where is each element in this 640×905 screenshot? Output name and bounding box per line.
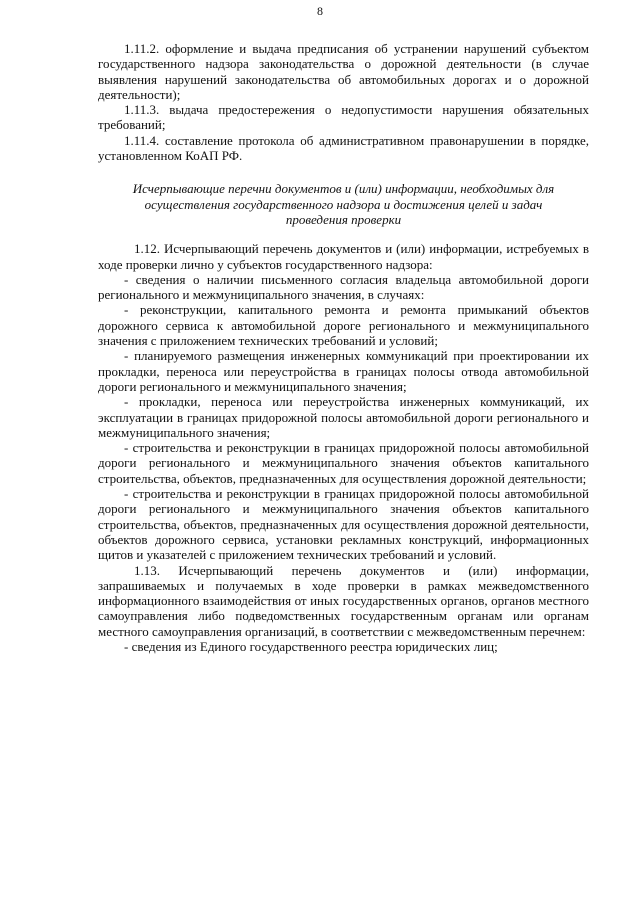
item-1-12-bullet: - прокладки, переноса или переустройства инженерных коммуникаций, их эксплуатации в границах придорожной полосы автомобильной дороги регионального и межмуниципального значения;: [98, 394, 589, 440]
item-1-11-2: 1.11.2. оформление и выдача предписания об устранении нарушений субъектом государственного надзора законодательства о дорожной деятельности (в случае выявления нарушений законодательства об автомобильных дорогах и о дорожной деятельности);: [98, 41, 589, 102]
item-1-12-bullet: - строительства и реконструкции в границах придорожной полосы автомобильной дороги регионального и межмуниципального значения объектов капитального строительства, объектов, предназначенных для осуществления дорожной деятельности;: [98, 440, 589, 486]
item-1-12-bullet: - реконструкции, капитального ремонта и ремонта примыканий объектов дорожного сервиса к автомобильной дороге регионального и межмуниципального значения с приложением технических требований и условий;: [98, 302, 589, 349]
item-1-12-bullet: - планируемого размещения инженерных коммуникаций при проектировании их прокладки, переноса или переустройства в границах полосы отвода автомобильной дороги регионального и межмуниципального значения;: [98, 348, 589, 394]
item-1-11-3: 1.11.3. выдача предостережения о недопустимости нарушения обязательных требований;: [98, 102, 589, 133]
page-number: 8: [317, 4, 323, 18]
item-1-13-bullet: - сведения из Единого государственного реестра юридических лиц;: [124, 638, 498, 654]
spacer: [98, 227, 589, 241]
item-1-12-bullet: - строительства и реконструкции в границах придорожной полосы автомобильной дороги регионального и межмуниципального значения объектов капитального строительства, объектов, предназначенных для осуществления дорожной деятельности, объектов дорожного сервиса, установки рекламных конструкций, информационных щитов и указателей с приложением технических требований и условий.: [98, 486, 589, 563]
item-1-12-intro: 1.12. Исчерпывающий перечень документов и (или) информации, истребуемых в ходе проверки лично у субъектов государственного надзора:: [98, 241, 589, 272]
item-1-12-bullet: - сведения о наличии письменного согласия владельца автомобильной дороги регионального и межмуниципального значения, в случаях:: [98, 271, 589, 303]
item-1-11-4: 1.11.4. составление протокола об административном правонарушении в порядке, установленном КоАП РФ.: [98, 132, 589, 164]
document-body: [98, 41, 589, 654]
item-1-13-intro: 1.13. Исчерпывающий перечень документов и (или) информации, запрашиваемых и получаемых в ходе проверки в рамках межведомственного информационного взаимодействия от иных государственных органов, органов местного самоуправления либо подведомственных государственным органам или органам местного самоуправления организаций, в соответствии с межведомственным перечнем:: [98, 562, 589, 639]
section-heading: Исчерпывающие перечни документов и (или) информации, необходимых для осуществления государственного надзора и достижения целей и задач проведения проверки: [132, 181, 555, 227]
spacer: [98, 163, 589, 181]
